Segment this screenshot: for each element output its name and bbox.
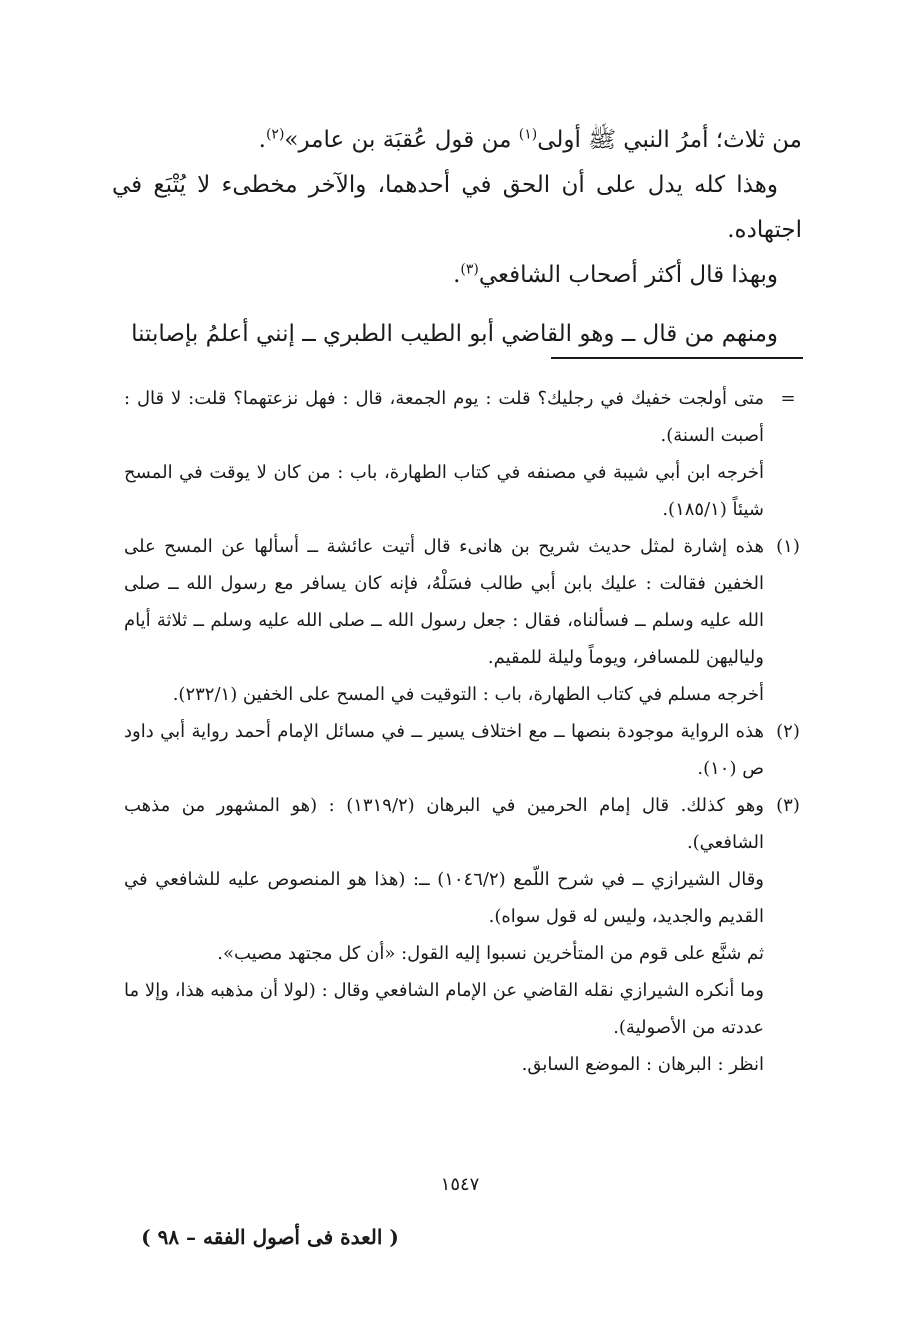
- footnote-text: ثم شنَّع على قوم من المتأخرين نسبوا إليه القول: «أن كل مجتهد مصيب».: [217, 943, 764, 964]
- main-paragraph-2: وهذا كله يدل على أن الحق في أحدهما، والآخر مخطىء لا يُتْبَع في اجتهاده.: [112, 172, 802, 243]
- footnote-2: [124, 713, 802, 787]
- footnote-text: وما أنكره الشيرازي نقله القاضي عن الإمام الشافعي وقال : (لولا أن مذهبه هذا، وإلا ما عددته من الأصولية).: [124, 980, 764, 1038]
- main-paragraph-3: وبهذا قال أكثر أصحاب الشافعي$^{(٣)}$.: [453, 261, 778, 288]
- footnote-mark: =: [780, 388, 796, 409]
- footnote-text: وهو كذلك. قال إمام الحرمين في البرهان (١٣١٩/٢) : (هو المشهور من مذهب الشافعي).: [124, 795, 764, 853]
- footnote-text: متى أولجت خفيك في رجليك؟ قلت : يوم الجمعة، قال : فهل نزعتهما؟ قلت: لا قال : أصبت السنة).: [124, 388, 764, 446]
- footnote-mark: (١): [776, 536, 800, 557]
- footnote-text: وقال الشيرازي ــ في شرح اللّمع (١٠٤٦/٢) ــ: (هذا هو المنصوص عليه للشافعي في القديم والجديد، وليس له قول سواه).: [124, 869, 764, 927]
- footnote-mark: (٣): [776, 795, 800, 816]
- footnote-text: أخرجه مسلم في كتاب الطهارة، باب : التوقيت في المسح على الخفين (٢٣٢/١).: [172, 684, 764, 705]
- footnotes: [124, 380, 802, 1083]
- main-text: [112, 118, 802, 357]
- footnote-text: هذه الرواية موجودة بنصها ــ مع اختلاف يسير ــ في مسائل الإمام أحمد رواية أبي داود ص (١٠).: [124, 721, 764, 779]
- footnote-ref-1: (١): [518, 126, 538, 143]
- footnote-text: انظر : البرهان : الموضع السابق.: [521, 1054, 764, 1075]
- page-number: ١٥٤٧: [440, 1174, 480, 1195]
- footnote-text: هذه إشارة لمثل حديث شريح بن هانىء قال أتيت عائشة ــ أسألها عن المسح على الخفين فقالت : عليك بابن أبي طالب فسَلْهُ، فإنه كان يسافر مع رسول الله ــ صلى الله عليه وسلم ــ فسألناه، فقال : جعل رسول الله ــ صلى الله عليه وسلم ــ ثلاثة أيام ولياليهن للمسافر، ويوماً وليلة للمقيم.: [124, 536, 764, 668]
- main-paragraph-4: ومنهم من قال ــ وهو القاضي أبو الطيب الطبري ــ إنني أعلمُ بإصابتنا: [131, 321, 778, 347]
- footnote-ref-2: (٢): [265, 126, 285, 143]
- footnote-text: أخرجه ابن أبي شيبة في مصنفه في كتاب الطهارة، باب : من كان لا يوقت في المسح شيئاً (١٨٥/١).: [124, 462, 764, 520]
- running-footer: ( العدة فى أصول الفقه – ٩٨ ): [141, 1225, 399, 1249]
- main-paragraph-1: من ثلاث؛ أمرُ النبي ﷺ أولى$^{(١)}$ من قول عُقبَة بن عامر»$^{(٢)}$.: [258, 126, 802, 153]
- footnote-mark: (٢): [776, 721, 800, 742]
- footnote-3: [124, 787, 802, 1083]
- footnote-1: [124, 528, 802, 713]
- footnote-ref-3: (٣): [460, 261, 479, 278]
- footnote-continued: [124, 380, 802, 528]
- footnote-divider: [551, 357, 803, 359]
